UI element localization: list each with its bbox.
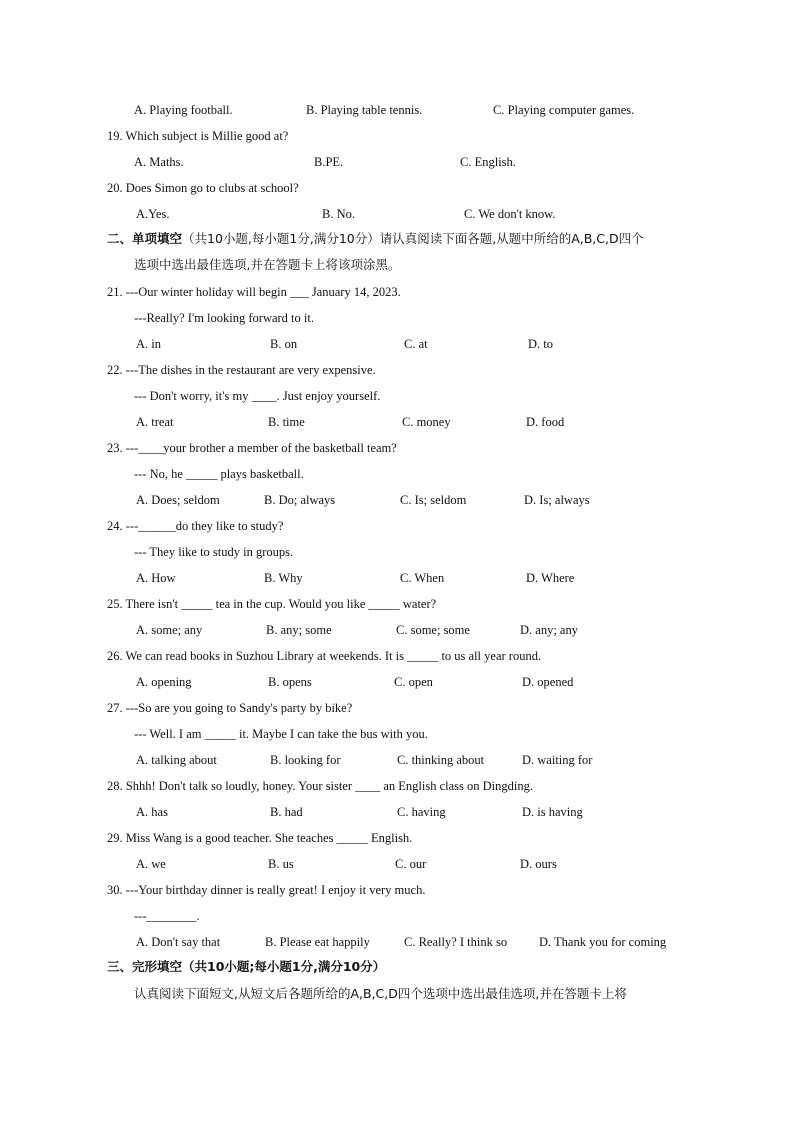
- option-b: B. No.: [322, 207, 355, 221]
- option-d: D. food: [526, 415, 565, 429]
- question-dialogue: ---________.: [134, 909, 200, 923]
- option-d: D. ours: [520, 857, 557, 871]
- option-b: B. us: [268, 857, 294, 871]
- option-a: A. opening: [136, 675, 192, 689]
- section-title: 二、单项填空: [107, 231, 183, 246]
- option-d: D. opened: [522, 675, 574, 689]
- section-description: 选项中选出最佳选项,并在答题卡上将该项涂黑。: [134, 257, 401, 272]
- option-c: C. Is; seldom: [400, 493, 467, 507]
- option-a: A.Yes.: [136, 207, 170, 221]
- option-c: C. at: [404, 337, 428, 351]
- option-b: B. Do; always: [264, 493, 336, 507]
- option-a: A. some; any: [136, 623, 203, 637]
- question-stem: 29. Miss Wang is a good teacher. She teaches _____ English.: [107, 831, 413, 845]
- option-a: A. Playing football.: [134, 103, 233, 117]
- option-c: C. some; some: [396, 623, 470, 637]
- question-stem: 22. ---The dishes in the restaurant are very expensive.: [107, 363, 376, 377]
- option-a: A. Does; seldom: [136, 493, 220, 507]
- option-b: B. had: [270, 805, 303, 819]
- question-stem: 19. Which subject is Millie good at?: [107, 129, 289, 143]
- option-c: C. having: [397, 805, 446, 819]
- option-b: B. Playing table tennis.: [306, 103, 423, 117]
- option-c: C. our: [395, 857, 427, 871]
- section-description: （共10小题,每小题1分,满分10分）请认真阅读下面各题,从题中所给的A,B,C,D四个: [182, 231, 644, 246]
- question-dialogue: --- They like to study in groups.: [134, 545, 294, 559]
- option-a: A. treat: [136, 415, 174, 429]
- question-dialogue: --- Well. I am _____ it. Maybe I can take the bus with you.: [134, 727, 428, 741]
- option-b: B. any; some: [266, 623, 332, 637]
- option-c: C. thinking about: [397, 753, 485, 767]
- option-b: B. Why: [264, 571, 303, 585]
- question-dialogue: ---Really? I'm looking forward to it.: [134, 311, 314, 325]
- option-a: A. talking about: [136, 753, 217, 767]
- option-c: C. When: [400, 571, 445, 585]
- option-c: C. English.: [460, 155, 516, 169]
- question-stem: 20. Does Simon go to clubs at school?: [107, 181, 299, 195]
- option-c: C. Really? I think so: [404, 935, 508, 949]
- option-b: B. opens: [268, 675, 312, 689]
- question-stem: 30. ---Your birthday dinner is really great! I enjoy it very much.: [107, 883, 426, 897]
- option-c: C. We don't know.: [464, 207, 556, 221]
- question-stem: 27. ---So are you going to Sandy's party by bike?: [107, 701, 353, 715]
- option-c: C. open: [394, 675, 433, 689]
- option-a: A. has: [136, 805, 168, 819]
- option-c: C. Playing computer games.: [493, 103, 635, 117]
- option-a: A. How: [136, 571, 176, 585]
- option-a: A. we: [136, 857, 166, 871]
- option-d: D. to: [528, 337, 553, 351]
- question-stem: 23. ---____your brother a member of the basketball team?: [107, 441, 397, 455]
- section-title: 三、完形填空（共10小题;每小题1分,满分10分）: [107, 959, 386, 974]
- section-description: 认真阅读下面短文,从短文后各题所给的A,B,C,D四个选项中选出最佳选项,并在答题卡上将: [134, 986, 627, 1001]
- question-stem: 25. There isn't _____ tea in the cup. Would you like _____ water?: [107, 597, 437, 611]
- question-dialogue: --- Don't worry, it's my ____. Just enjoy yourself.: [134, 389, 381, 403]
- option-d: D. Is; always: [524, 493, 590, 507]
- question-dialogue: --- No, he _____ plays basketball.: [134, 467, 304, 481]
- option-b: B. Please eat happily: [265, 935, 370, 949]
- question-stem: 21. ---Our winter holiday will begin ___ January 14, 2023.: [107, 285, 401, 299]
- option-d: D. Where: [526, 571, 575, 585]
- question-stem: 24. ---______do they like to study?: [107, 519, 284, 533]
- option-a: A. Maths.: [134, 155, 184, 169]
- option-a: A. Don't say that: [136, 935, 221, 949]
- option-b: B. on: [270, 337, 298, 351]
- question-stem: 28. Shhh! Don't talk so loudly, honey. Your sister ____ an English class on Dingding.: [107, 779, 533, 793]
- option-d: D. Thank you for coming: [539, 935, 667, 949]
- option-a: A. in: [136, 337, 161, 351]
- question-stem: 26. We can read books in Suzhou Library at weekends. It is _____ to us all year round.: [107, 649, 542, 663]
- option-d: D. any; any: [520, 623, 578, 637]
- option-c: C. money: [402, 415, 451, 429]
- option-b: B. time: [268, 415, 305, 429]
- option-b: B.PE.: [314, 155, 344, 169]
- option-d: D. waiting for: [522, 753, 593, 767]
- option-d: D. is having: [522, 805, 583, 819]
- section-heading: [107, 231, 644, 247]
- option-b: B. looking for: [270, 753, 341, 767]
